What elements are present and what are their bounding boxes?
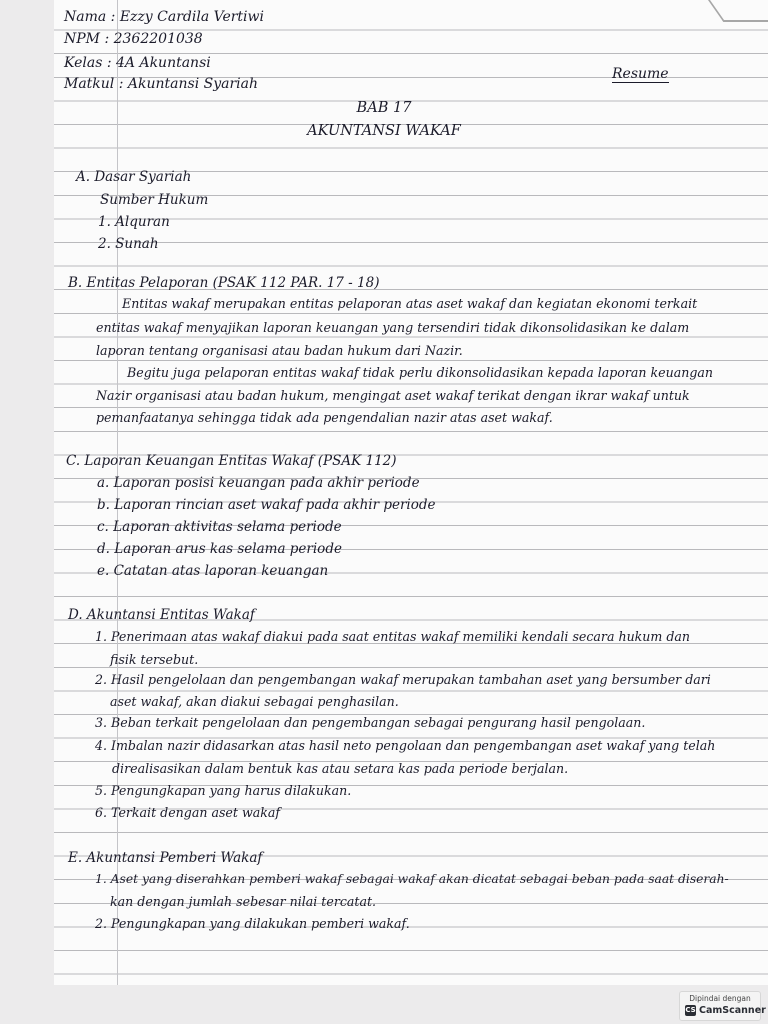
notebook-page — [54, 0, 768, 985]
resume-label: Resume — [612, 66, 669, 82]
section-b-line: laporan tentang organisasi atau badan hukum dari Nazir. — [96, 343, 463, 358]
section-d-line: 2. Hasil pengelolaan dan pengembangan wakaf merupakan tambahan aset yang bersumber dari — [95, 672, 711, 687]
section-d-line: 3. Beban terkait pengelolaan dan pengembangan sebagai pengurang hasil pengolaan. — [95, 715, 646, 730]
section-d-line: 1. Penerimaan atas wakaf diakui pada saat entitas wakaf memiliki kendali secara hukum dan — [95, 629, 691, 644]
section-a-item: 1. Alquran — [98, 214, 170, 230]
section-d-line: 6. Terkait dengan aset wakaf — [95, 805, 281, 820]
section-d-line: direalisasikan dalam bentuk kas atau setara kas pada periode berjalan. — [112, 761, 569, 776]
section-b-line: Nazir organisasi atau badan hukum, mengingat aset wakaf terikat dengan ikrar wakaf untuk — [96, 388, 690, 403]
section-c-item: b. Laporan rincian aset wakaf pada akhir periode — [97, 497, 436, 513]
section-b-line: Begitu juga pelaporan entitas wakaf tidak perlu dikonsolidasikan kepada laporan keuangan — [127, 365, 714, 380]
section-a-heading: A. Dasar Syariah — [76, 169, 192, 185]
section-c-item: d. Laporan arus kas selama periode — [97, 541, 342, 557]
section-c-item: c. Laporan aktivitas selama periode — [97, 519, 342, 535]
section-d-line: 4. Imbalan nazir didasarkan atas hasil neto pengolaan dan pengembangan aset wakaf yang telah — [95, 738, 716, 753]
watermark-caption: Dipindai dengan — [689, 994, 751, 1003]
section-d-line: fisik tersebut. — [110, 652, 199, 667]
watermark-brand: CamScanner — [699, 1005, 766, 1016]
section-e-line: kan dengan jumlah sebesar nilai tercatat. — [110, 894, 377, 909]
camscanner-logo-icon: CS — [685, 1006, 696, 1014]
section-e-heading: E. Akuntansi Pemberi Wakaf — [68, 850, 263, 866]
section-a-item: 2. Sunah — [98, 236, 159, 252]
section-b-line: entitas wakaf menyajikan laporan keuangan yang tersendiri tidak dikonsolidasikan ke dalam — [96, 320, 690, 335]
section-c-item: e. Catatan atas laporan keuangan — [97, 563, 329, 579]
section-e-line: 2. Pengungkapan yang dilakukan pemberi wakaf. — [95, 916, 410, 931]
margin-line — [117, 0, 118, 985]
section-b-line: pemanfaatanya sehingga tidak ada pengendalian nazir atas aset wakaf. — [96, 410, 553, 425]
student-class: Kelas : 4A Akuntansi — [64, 55, 211, 71]
student-npm: NPM : 2362201038 — [64, 31, 203, 47]
section-e-line: 1. Aset yang diserahkan pemberi wakaf sebagai wakaf akan dicatat sebagai beban pada saat diserah- — [95, 872, 729, 886]
chapter-number: BAB 17 — [356, 100, 412, 116]
section-b-heading: B. Entitas Pelaporan (PSAK 112 PAR. 17 - 18) — [68, 275, 380, 291]
section-b-line: Entitas wakaf merupakan entitas pelaporan atas aset wakaf dan kegiatan ekonomi terkait — [122, 296, 698, 311]
chapter-title: AKUNTANSI WAKAF — [307, 123, 461, 139]
student-name: Nama : Ezzy Cardila Vertiwi — [64, 9, 264, 25]
section-c-heading: C. Laporan Keuangan Entitas Wakaf (PSAK 112) — [66, 453, 397, 469]
page-fold-mark — [708, 0, 768, 22]
section-c-item: a. Laporan posisi keuangan pada akhir periode — [97, 475, 420, 491]
section-d-line: 5. Pengungkapan yang harus dilakukan. — [95, 783, 352, 798]
camscanner-watermark — [679, 991, 766, 1021]
course-name: Matkul : Akuntansi Syariah — [64, 76, 259, 92]
section-a-sub: Sumber Hukum — [100, 192, 209, 208]
section-d-heading: D. Akuntansi Entitas Wakaf — [68, 607, 255, 623]
section-d-line: aset wakaf, akan diakui sebagai penghasilan. — [110, 694, 399, 709]
